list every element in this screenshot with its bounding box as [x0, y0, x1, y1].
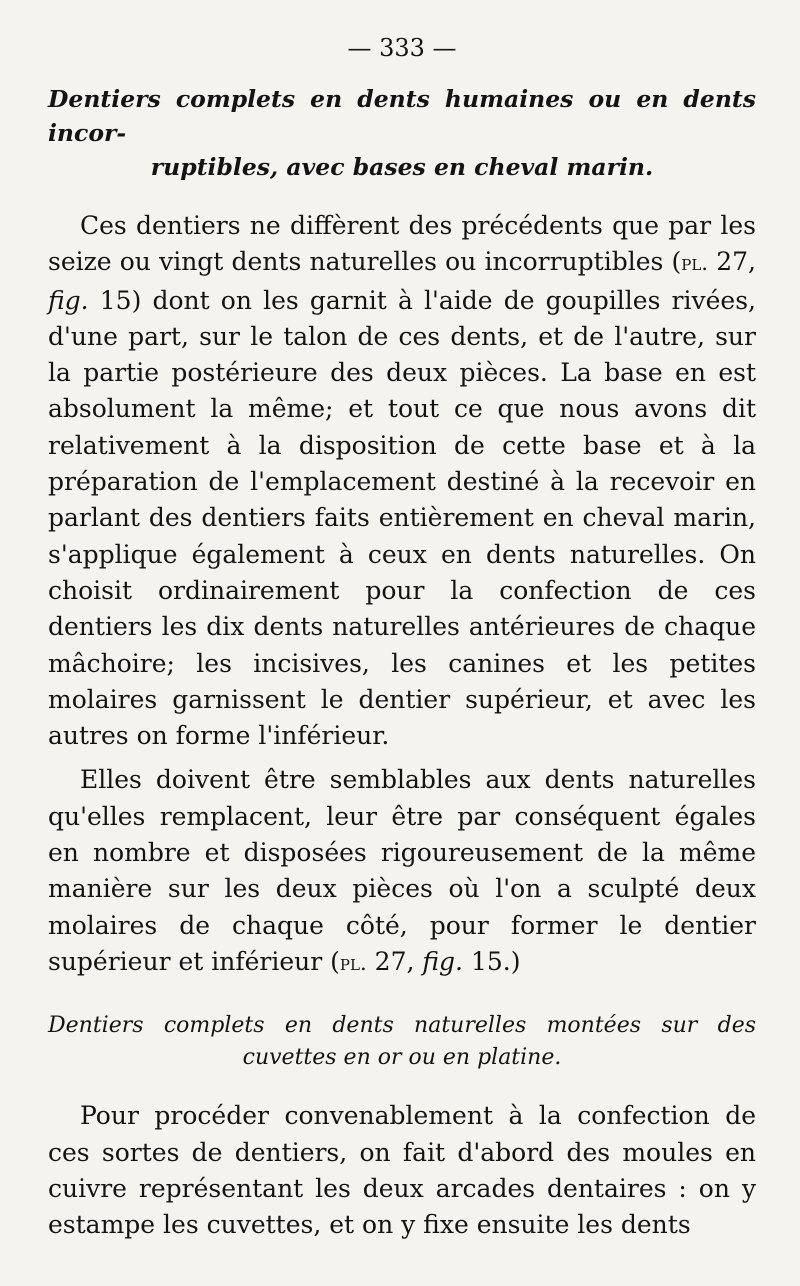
section-heading-dentiers-cuvettes	[48, 1010, 756, 1074]
section-heading-dentiers-cheval-marin	[48, 82, 756, 184]
body-paragraph	[48, 1098, 756, 1243]
paragraph-text: Elles doivent être semblables aux dents naturelles qu'elles remplacent, leur être par conséquent égales en nombre et disposées rigoureusement de la même manière sur les deux pièces où l'on a sculpté deux molaires de chaque côté, pour former le dentier supérieur et inférieur (	[48, 765, 756, 976]
paragraph-text: 15) dont on les garnit à l'aide de goupilles rivées, d'une part, sur le talon de ces dents, et de l'autre, sur la partie postérieure des deux pièces. La base en est absolument la même; et tout ce que nous avons dit relativement à la disposition de cette base et à la préparation de l'emplacement destiné à la recevoir en parlant des dentiers faits entièrement en cheval marin, s'applique également à ceux en dents naturelles. On choisit ordinairement pour la confection de ces dentiers les dix dents naturelles antérieures de chaque mâchoire; les incisives, les canines et les petites molaires garnissent le dentier supérieur, et avec les autres on forme l'inférieur.	[48, 285, 756, 751]
paragraph-text: 27,	[366, 946, 423, 976]
page-number: — 333 —	[347, 34, 457, 62]
heading-line: Dentiers complets en dents humaines ou en dents incor-	[48, 85, 756, 147]
paragraph-text: Pour procéder convenablement à la confection de ces sortes de dentiers, on fait d'abord des moules en cuivre représentant les deux arcades dentaires : on y estampe les cuvettes, et on y fixe ensuite les dents	[48, 1101, 756, 1240]
paragraph-text: 27,	[708, 247, 756, 277]
body-paragraph	[48, 762, 756, 982]
plate-abbreviation: pl.	[339, 950, 367, 976]
heading-line: cuvettes en or ou en platine.	[242, 1045, 562, 1071]
paragraph-text: Ces dentiers ne diffèrent des précédents que par les seize ou vingt dents naturelles ou incorruptibles (	[48, 211, 756, 277]
heading-line: ruptibles, avec bases en cheval marin.	[150, 153, 654, 181]
plate-abbreviation: pl.	[681, 251, 709, 277]
body-paragraph	[48, 208, 756, 754]
figure-abbreviation: fig.	[48, 285, 89, 315]
heading-line: Dentiers complets en dents naturelles montées sur des	[48, 1013, 756, 1039]
figure-abbreviation: fig.	[422, 946, 463, 976]
paragraph-text: 15.)	[463, 946, 521, 976]
